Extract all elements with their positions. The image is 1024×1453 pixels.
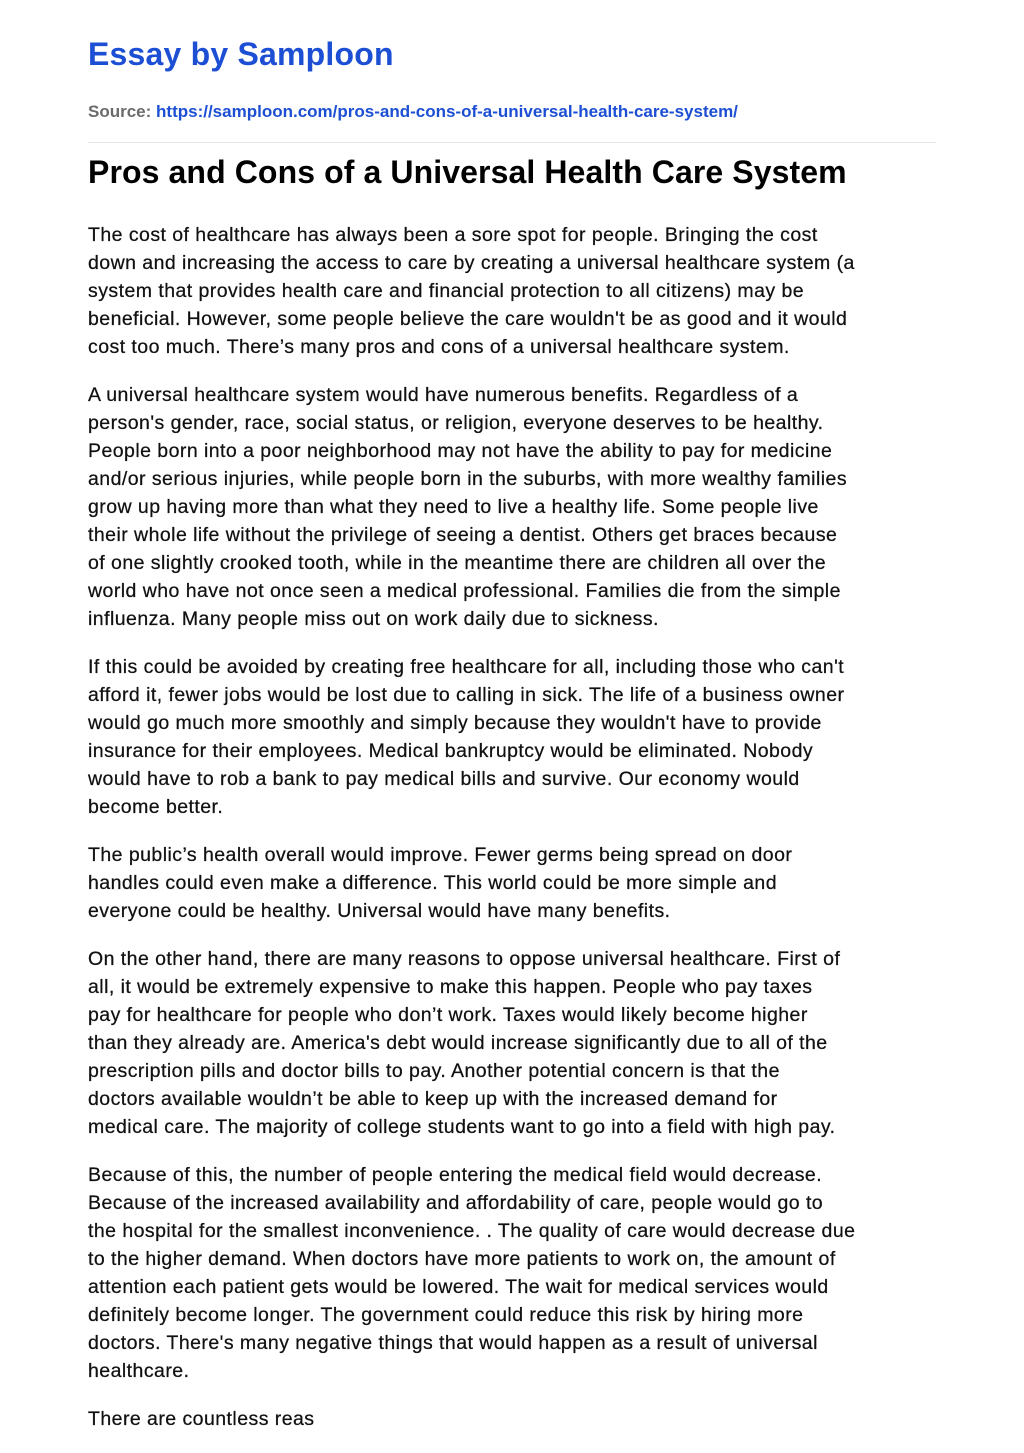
paragraph-line: than they already are. America's debt would increase significantly due to all of the (88, 1032, 828, 1054)
paragraph-line: to the higher demand. When doctors have more patients to work on, the amount of (88, 1248, 836, 1270)
paragraph-line: the hospital for the smallest inconvenience. . The quality of care would decrease due (88, 1220, 856, 1242)
paragraph-line: of one slightly crooked tooth, while in the meantime there are children all over the (88, 552, 827, 574)
paragraph-line: become better. (88, 796, 224, 818)
paragraph-line: doctors. There's many negative things that would happen as a result of universal (88, 1332, 818, 1354)
paragraph-line: People born into a poor neighborhood may not have the ability to pay for medicine (88, 440, 833, 462)
paragraph-line: their whole life without the privilege of seeing a dentist. Others get braces because (88, 524, 838, 546)
article-paragraph (88, 945, 948, 1141)
paragraph-line: Because of the increased availability and affordability of care, people would go to (88, 1192, 824, 1214)
paragraph-line: influenza. Many people miss out on work daily due to sickness. (88, 608, 659, 630)
paragraph-line: The cost of healthcare has always been a sore spot for people. Bringing the cost (88, 224, 818, 246)
paragraph-line: doctors available wouldn’t be able to keep up with the increased demand for (88, 1088, 778, 1110)
paragraph-line: medical care. The majority of college students want to go into a field with high pay. (88, 1116, 836, 1138)
divider (88, 142, 936, 143)
article-paragraph (88, 1161, 948, 1385)
paragraph-line: everyone could be healthy. Universal would have many benefits. (88, 900, 671, 922)
paragraph-line: attention each patient gets would be lowered. The wait for medical services would (88, 1276, 829, 1298)
paragraph-line: grow up having more than what they need to live a healthy life. Some people live (88, 496, 819, 518)
paragraph-line: definitely become longer. The government could reduce this risk by hiring more (88, 1304, 804, 1326)
paragraph-line: would have to rob a bank to pay medical bills and survive. Our economy would (88, 768, 800, 790)
site-brand-title: Essay by Samploon (88, 36, 394, 72)
article-title: Pros and Cons of a Universal Health Care System (88, 154, 847, 190)
paragraph-line: handles could even make a difference. This world could be more simple and (88, 872, 778, 894)
paragraph-line: world who have not once seen a medical professional. Families die from the simple (88, 580, 841, 602)
source-link[interactable]: https://samploon.com/pros-and-cons-of-a-universal-health-care-system/ (156, 102, 738, 121)
paragraph-line: person's gender, race, social status, or religion, everyone deserves to be healthy. (88, 412, 824, 434)
paragraph-line: beneficial. However, some people believe the care wouldn't be as good and it would (88, 308, 848, 330)
paragraph-line: would go much more smoothly and simply because they wouldn't have to provide (88, 712, 822, 734)
paragraph-line: all, it would be extremely expensive to make this happen. People who pay taxes (88, 976, 813, 998)
paragraph-line: cost too much. There’s many pros and cons of a universal healthcare system. (88, 336, 790, 358)
paragraph-line: Because of this, the number of people entering the medical field would decrease. (88, 1164, 823, 1186)
article-body (88, 221, 948, 1453)
source-line (88, 102, 738, 122)
paragraph-line: system that provides health care and financial protection to all citizens) may be (88, 280, 805, 302)
paragraph-line: afford it, fewer jobs would be lost due to calling in sick. The life of a business owner (88, 684, 845, 706)
article-paragraph (88, 653, 948, 821)
paragraph-line: healthcare. (88, 1360, 190, 1382)
article-paragraph (88, 1405, 948, 1433)
paragraph-line: On the other hand, there are many reasons to oppose universal healthcare. First of (88, 948, 841, 970)
article-paragraph (88, 381, 948, 633)
paragraph-line: A universal healthcare system would have numerous benefits. Regardless of a (88, 384, 799, 406)
paragraph-line: and/or serious injuries, while people born in the suburbs, with more wealthy families (88, 468, 848, 490)
paragraph-line: prescription pills and doctor bills to pay. Another potential concern is that the (88, 1060, 780, 1082)
paragraph-line: pay for healthcare for people who don’t work. Taxes would likely become higher (88, 1004, 808, 1026)
paragraph-line: down and increasing the access to care by creating a universal healthcare system (a (88, 252, 855, 274)
article-paragraph (88, 841, 948, 925)
paragraph-line: If this could be avoided by creating free healthcare for all, including those who can't (88, 656, 845, 678)
paragraph-line: insurance for their employees. Medical bankruptcy would be eliminated. Nobody (88, 740, 814, 762)
paragraph-line: The public’s health overall would improve. Fewer germs being spread on door (88, 844, 793, 866)
source-label: Source: (88, 102, 152, 121)
article-paragraph (88, 221, 948, 361)
paragraph-line: There are countless reas (88, 1408, 315, 1430)
